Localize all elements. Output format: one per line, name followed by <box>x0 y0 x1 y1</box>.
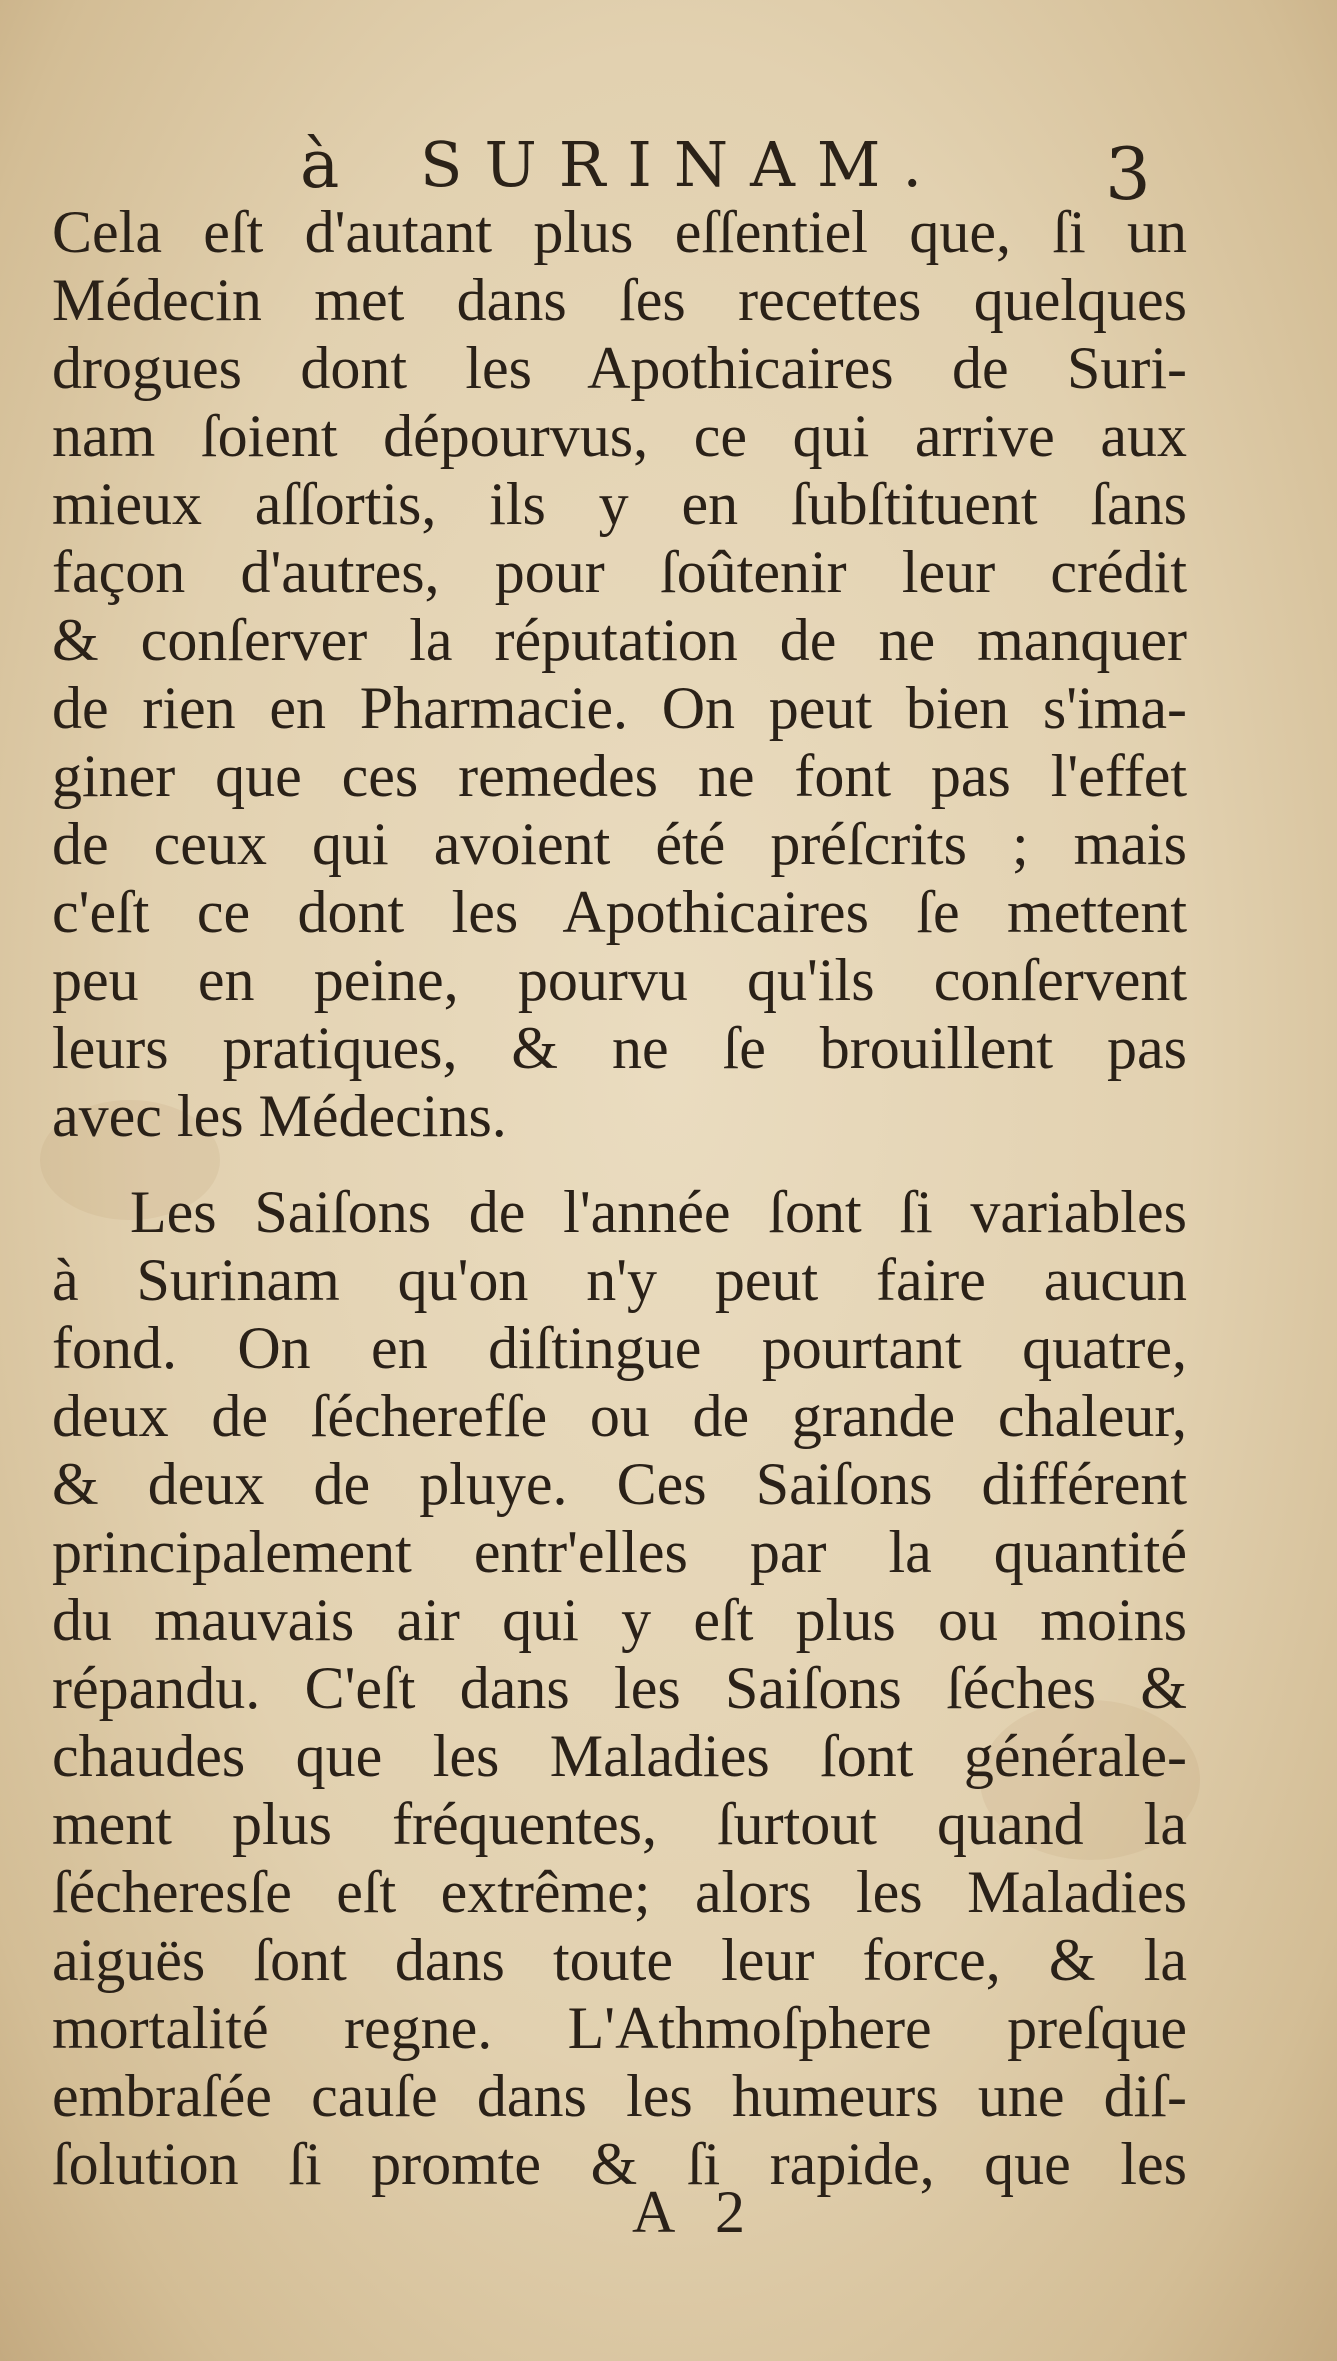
running-header <box>300 118 1200 216</box>
text-line: nam ſoient dépourvus, ce qui arrive aux <box>52 403 1187 469</box>
text-line: peu en peine, pourvu qu'ils conſervent <box>52 947 1187 1013</box>
text-line: giner que ces remedes ne font pas l'effet <box>52 743 1187 809</box>
text-line: principalement entr'elles par la quantité <box>52 1519 1187 1585</box>
text-line: ment plus fréquentes, ſurtout quand la <box>52 1791 1187 1857</box>
text-line: c'eſt ce dont les Apothicaires ſe mettent <box>52 879 1187 945</box>
text-line: chaudes que les Maladies ſont générale- <box>52 1723 1187 1789</box>
text-line: & deux de pluye. Ces Saiſons différent <box>52 1451 1187 1517</box>
paragraph-1 <box>52 198 1187 1150</box>
text-line: de ceux qui avoient été préſcrits ; mais <box>52 811 1187 877</box>
text-line: de rien en Pharmacie. On peut bien s'ima- <box>52 675 1187 741</box>
page-number: 3 <box>1105 132 1151 216</box>
text-line: à Surinam qu'on n'y peut faire aucun <box>52 1247 1187 1313</box>
text-line: drogues dont les Apothicaires de Suri- <box>52 335 1187 401</box>
text-line: ſécheresſe eſt extrême; alors les Maladies <box>52 1859 1187 1925</box>
text-line: deux de ſécherefſe ou de grande chaleur, <box>52 1383 1187 1449</box>
text-line: mortalité regne. L'Athmoſphere preſque <box>52 1995 1187 2061</box>
text-line: ſolution ſi promte & ſi rapide, que les <box>52 2131 1187 2197</box>
text-line: avec les Médecins. <box>52 1083 507 1149</box>
text-line: & conſerver la réputation de ne manquer <box>52 607 1187 673</box>
text-line: fond. On en diſtingue pourtant quatre, <box>52 1315 1187 1381</box>
text-line: aiguës ſont dans toute leur force, & la <box>52 1927 1187 1993</box>
text-line: mieux aſſortis, ils y en ſubſtituent ſans <box>52 471 1187 537</box>
text-line: du mauvais air qui y eſt plus ou moins <box>52 1587 1187 1653</box>
text-line: leurs pratiques, & ne ſe brouillent pas <box>52 1015 1187 1081</box>
header-prefix: à <box>300 126 340 203</box>
text-line: Les Saiſons de l'année ſont ſi variables <box>130 1179 1187 1245</box>
text-line: façon d'autres, pour ſoûtenir leur crédit <box>52 539 1187 605</box>
text-line: embraſée cauſe dans les humeurs une diſ- <box>52 2063 1187 2129</box>
paragraph-2 <box>52 1178 1187 2198</box>
signature-mark: A 2 <box>632 2179 760 2245</box>
text-line: Médecin met dans ſes recettes quelques <box>52 267 1187 333</box>
header-title: SURINAM. <box>420 128 945 201</box>
text-line: répandu. C'eſt dans les Saiſons ſéches & <box>52 1655 1187 1721</box>
text-line: Cela eſt d'autant plus eſſentiel que, ſi un <box>52 199 1187 265</box>
